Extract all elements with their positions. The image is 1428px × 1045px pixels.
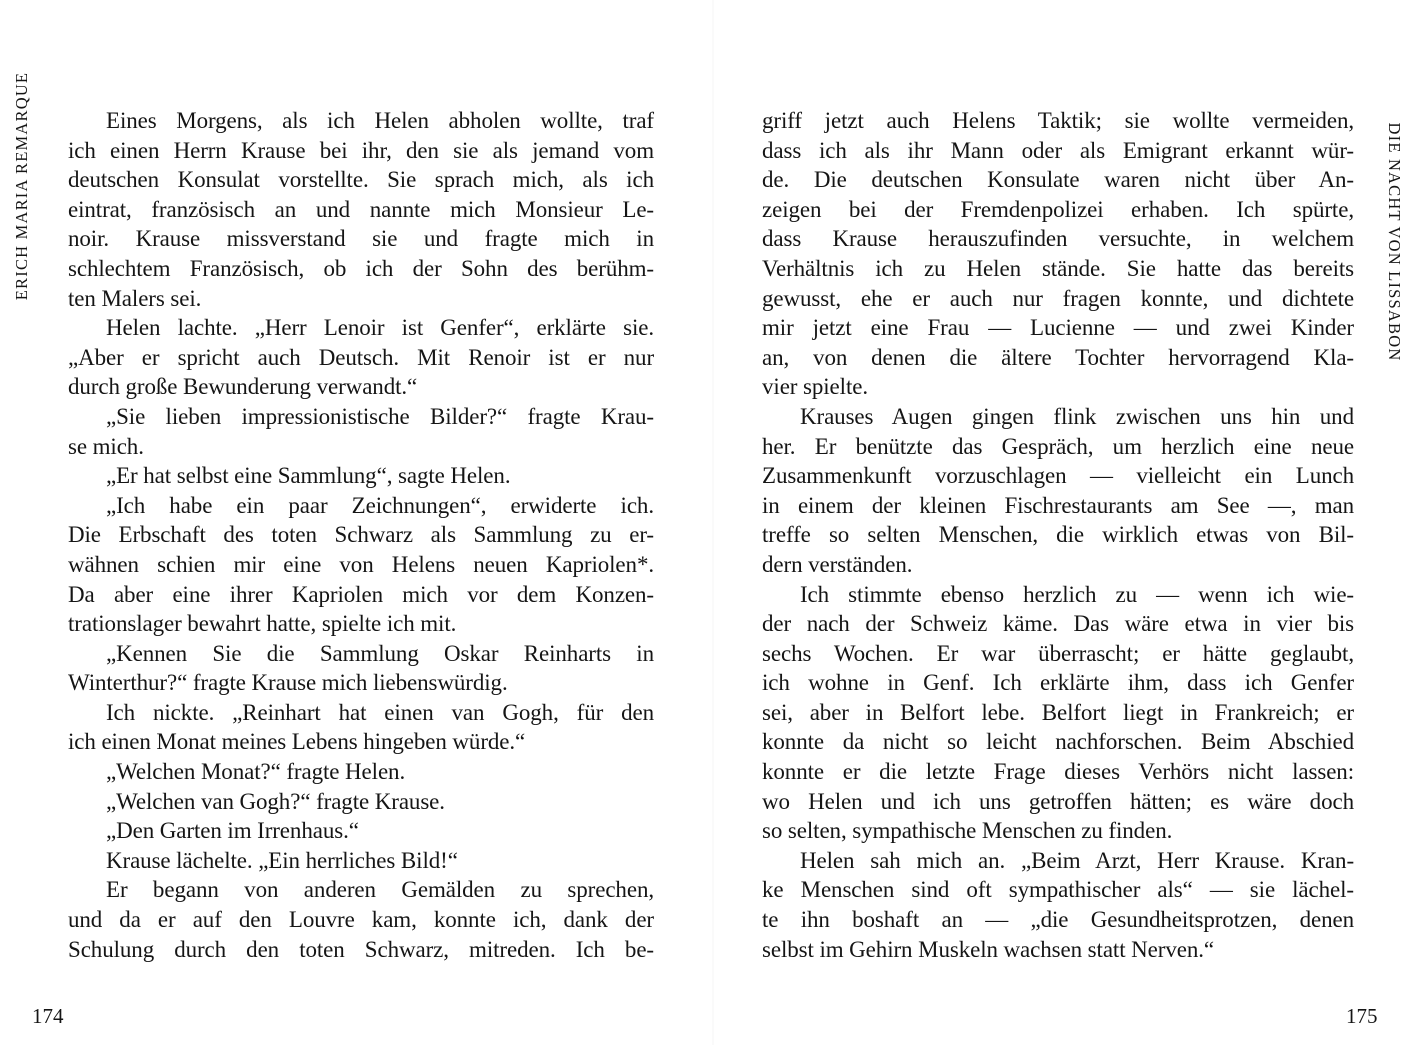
text-line: dass Krause herauszufinden versuchte, in welchem — [762, 226, 1354, 252]
text-line: dern verständen. — [762, 551, 913, 577]
text-line: „Ich habe ein paar Zeichnungen“, erwiderte ich. — [106, 492, 654, 518]
text-line: her. Er benützte das Gespräch, um herzlich eine neue — [762, 433, 1354, 459]
text-line: vier spielte. — [762, 374, 868, 400]
page-number-right: 175 — [1346, 1004, 1378, 1028]
text-line: de. Die deutschen Konsulate waren nicht über An- — [762, 167, 1354, 193]
text-line: ten Malers sei. — [68, 285, 202, 311]
text-line: „Welchen van Gogh?“ fragte Krause. — [106, 788, 445, 814]
text-line: noir. Krause missverstand sie und fragte mich in — [68, 226, 654, 252]
text-line: ke Menschen sind oft sympathischer als“ — sie lächel- — [762, 877, 1354, 903]
text-line: ich einen Monat meines Lebens hingeben würde.“ — [68, 729, 526, 755]
right-page — [714, 0, 1428, 1045]
text-line: trationslager bewahrt hatte, spielte ich mit. — [68, 611, 457, 637]
text-line: Helen sah mich an. „Beim Arzt, Herr Krause. Kran- — [800, 847, 1354, 873]
text-line: Krause lächelte. „Ein herrliches Bild!“ — [106, 847, 458, 873]
text-line: eintrat, französisch an und nannte mich Monsieur Le- — [68, 196, 654, 222]
text-line: dass ich als ihr Mann oder als Emigrant erkannt wür- — [762, 137, 1354, 163]
text-line: so selten, sympathische Menschen zu finden. — [762, 818, 1173, 844]
text-line: selbst im Gehirn Muskeln wachsen statt Nerven.“ — [762, 936, 1214, 962]
text-line: konnte er die letzte Frage dieses Verhörs nicht lassen: — [762, 759, 1354, 785]
text-line: wähnen schien mir eine von Helens neuen Kapriolen*. — [68, 551, 654, 577]
right-page-text — [762, 106, 1354, 964]
text-line: Er begann von anderen Gemälden zu sprechen, — [106, 877, 654, 903]
running-head-author: ERICH MARIA REMARQUE — [12, 71, 31, 301]
text-line: Die Erbschaft des toten Schwarz als Sammlung zu er- — [68, 522, 654, 548]
text-line: ich einen Herrn Krause bei ihr, den sie als jemand vom — [68, 137, 654, 163]
text-line: konnte da nicht so leicht nachforschen. Beim Abschied — [762, 729, 1354, 755]
text-line: treffe so selten Menschen, die wirklich etwas von Bil- — [762, 522, 1354, 548]
text-line: Verhältnis ich zu Helen stände. Sie hatte das bereits — [762, 255, 1354, 281]
text-line: deutschen Konsulat vorstellte. Sie sprach mich, als ich — [68, 167, 654, 193]
text-line: durch große Bewunderung verwandt.“ — [68, 374, 418, 400]
text-line: Ich stimmte ebenso herzlich zu — wenn ich wie- — [800, 581, 1354, 607]
text-line: Krauses Augen gingen flink zwischen uns hin und — [800, 403, 1354, 429]
text-line: mir jetzt eine Frau — Lucienne — und zwei Kinder — [762, 315, 1354, 341]
text-line: „Welchen Monat?“ fragte Helen. — [106, 759, 406, 785]
text-line: an, von denen die ältere Tochter hervorragend Kla- — [762, 344, 1354, 370]
text-line: zeigen bei der Fremdenpolizei erhaben. Ich spürte, — [762, 196, 1354, 222]
text-line: griff jetzt auch Helens Taktik; sie wollte vermeiden, — [762, 108, 1354, 133]
running-head-title: DIE NACHT VON LISSABON — [1385, 122, 1404, 362]
text-line: Helen lachte. „Herr Lenoir ist Genfer“, erklärte sie. — [106, 315, 654, 341]
text-line: wo Helen und ich uns getroffen hätten; es wäre doch — [762, 788, 1354, 814]
text-line: „Aber er spricht auch Deutsch. Mit Renoir ist er nur — [68, 344, 654, 370]
text-line: in einem der kleinen Fischrestaurants am See —, man — [762, 492, 1354, 518]
page-number-left: 174 — [32, 1004, 64, 1028]
text-line: „Den Garten im Irrenhaus.“ — [106, 818, 359, 844]
text-line: sechs Wochen. Er war überrascht; er hätte geglaubt, — [762, 640, 1354, 666]
text-line: Eines Morgens, als ich Helen abholen wollte, traf — [106, 108, 654, 133]
text-line: Ich nickte. „Reinhart hat einen van Gogh, für den — [106, 699, 654, 725]
text-line: se mich. — [68, 433, 144, 459]
text-line: „Kennen Sie die Sammlung Oskar Reinharts in — [106, 640, 654, 666]
text-line: und da er auf den Louvre kam, konnte ich, dank der — [68, 907, 654, 933]
text-line: schlechtem Französisch, ob ich der Sohn des berühm- — [68, 255, 654, 281]
left-page-text — [68, 106, 654, 964]
text-line: Schulung durch den toten Schwarz, mitreden. Ich be- — [68, 936, 654, 962]
text-line: „Er hat selbst eine Sammlung“, sagte Helen. — [106, 463, 511, 489]
text-line: der nach der Schweiz käme. Das wäre etwa in vier bis — [762, 611, 1354, 637]
text-line: sei, aber in Belfort lebe. Belfort liegt in Frankreich; er — [762, 699, 1354, 725]
text-line: „Sie lieben impressionistische Bilder?“ fragte Krau- — [106, 403, 654, 429]
text-line: te ihn boshaft an — „die Gesundheitsprotzen, denen — [762, 907, 1354, 933]
text-line: gewusst, ehe er auch nur fragen konnte, und dichtete — [762, 285, 1354, 311]
text-line: Winterthur?“ fragte Krause mich liebenswürdig. — [68, 670, 508, 696]
text-line: ich wohne in Genf. Ich erklärte ihm, dass ich Genfer — [762, 670, 1354, 696]
text-line: Da aber eine ihrer Kapriolen mich vor dem Konzen- — [68, 581, 654, 607]
text-line: Zusammenkunft vorzuschlagen — vielleicht ein Lunch — [762, 463, 1354, 489]
